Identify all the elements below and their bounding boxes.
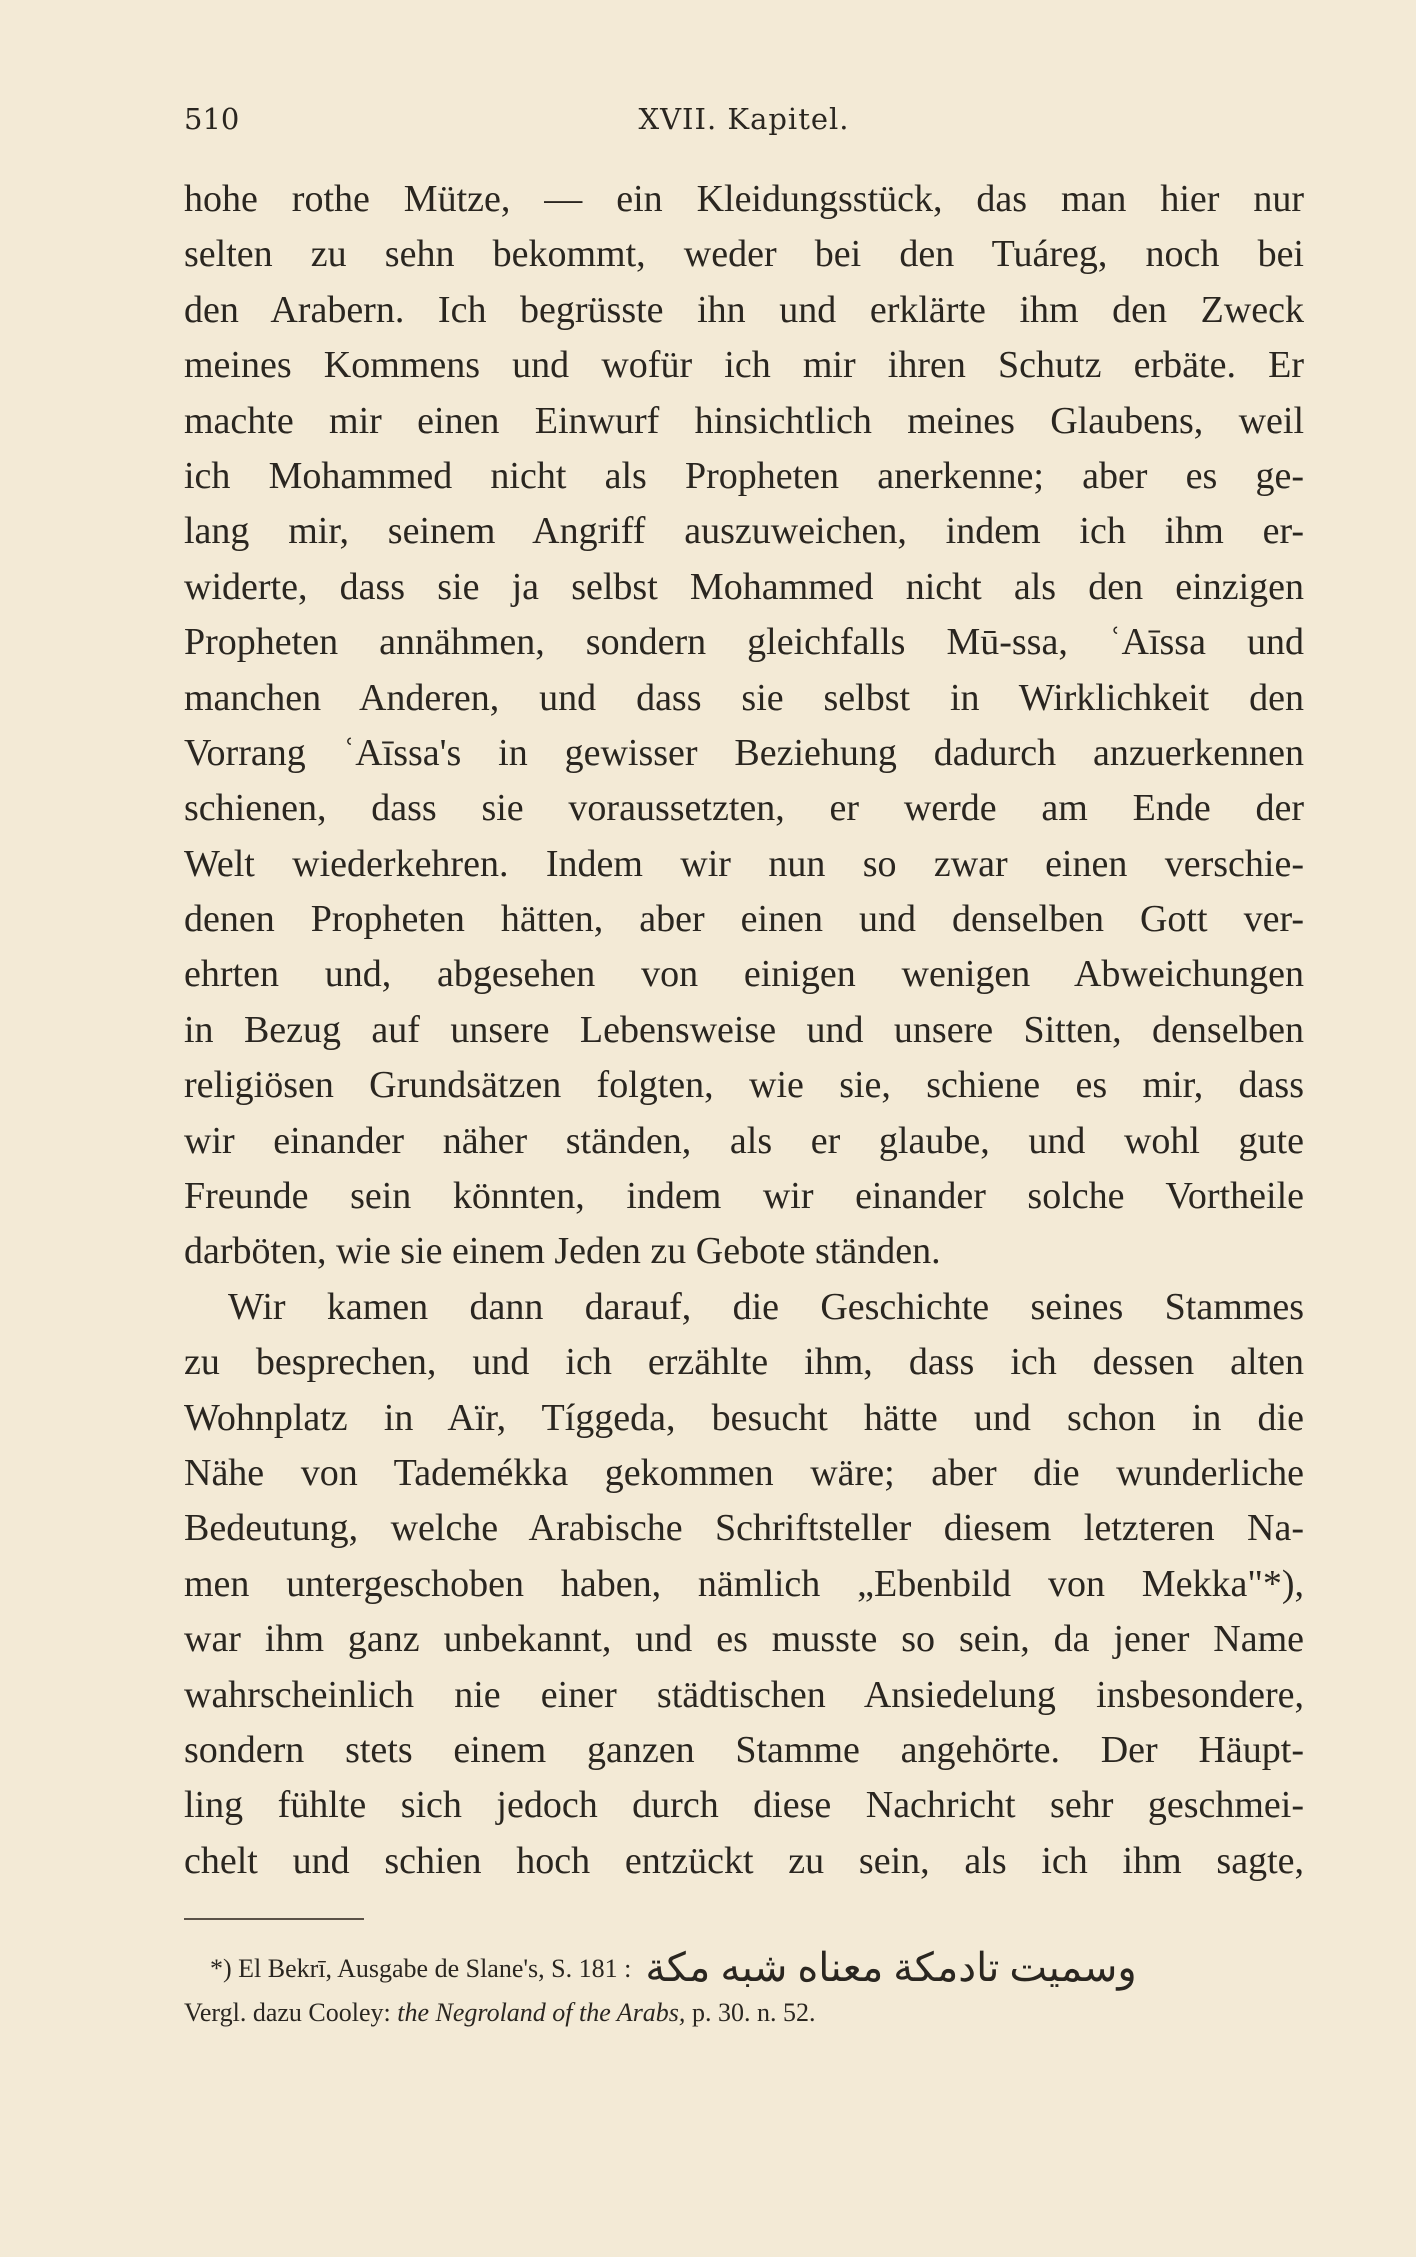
footnote-arabic-quote: وسميت تادمكة معناه شبه مكة — [645, 1945, 1137, 1990]
text-line: hohe rothe Mütze, — ein Kleidungsstück, das man hier nur — [184, 178, 1304, 220]
text-line: sondern stets einem ganzen Stamme angehörte. Der Häupt- — [184, 1728, 1304, 1771]
text-line: Wir kamen dann darauf, die Geschichte seines Stammes — [228, 1285, 1304, 1328]
text-line: zu besprechen, und ich erzählte ihm, dass ich dessen alten — [184, 1341, 1304, 1384]
text-line: den Arabern. Ich begrüsste ihn und erklärte ihm den Zweck — [184, 288, 1304, 331]
page-header — [184, 102, 1304, 142]
footnote-book-title: the Negroland of the Arabs, — [397, 1998, 686, 2027]
running-title: XVII. Kapitel. — [638, 102, 850, 136]
text-line: Freunde sein könnten, indem wir einander solche Vortheile — [184, 1175, 1304, 1218]
text-line: Nähe von Tademékka gekommen wäre; aber die wunderliche — [184, 1451, 1304, 1494]
main-text — [184, 172, 1304, 1889]
text-line: Propheten annähmen, sondern gleichfalls Mū-ssa, ʿAīssa und — [184, 621, 1304, 664]
text-line: denen Propheten hätten, aber einen und denselben Gott ver- — [184, 898, 1304, 941]
text-line: Welt wiederkehren. Indem wir nun so zwar einen verschie- — [184, 842, 1304, 885]
page-number: 510 — [184, 102, 240, 136]
text-line: war ihm ganz unbekannt, und es musste so sein, da jener Name — [184, 1618, 1304, 1661]
footnote-line-1 — [184, 1946, 1304, 1991]
text-line: selten zu sehn bekommt, weder bei den Tuáreg, noch bei — [184, 233, 1304, 276]
footnote-reference-prefix: Vergl. dazu Cooley: — [184, 1998, 398, 2027]
text-line: lang mir, seinem Angriff auszuweichen, indem ich ihm er- — [184, 510, 1304, 553]
text-line: widerte, dass sie ja selbst Mohammed nicht als den einzigen — [184, 565, 1304, 608]
text-line: darböten, wie sie einem Jeden zu Gebote ständen. — [184, 1230, 941, 1273]
text-line: Bedeutung, welche Arabische Schriftsteller diesem letzteren Na- — [184, 1507, 1304, 1550]
text-line: men untergeschoben haben, nämlich „Ebenbild von Mekka"*), — [184, 1562, 1304, 1605]
text-line: ehrten und, abgesehen von einigen wenigen Abweichungen — [184, 953, 1304, 996]
text-line: schienen, dass sie voraussetzten, er werde am Ende der — [184, 787, 1304, 830]
text-line: religiösen Grundsätzen folgten, wie sie, schiene es mir, dass — [184, 1064, 1304, 1107]
text-line: ich Mohammed nicht als Propheten anerkenne; aber es ge- — [184, 454, 1304, 497]
footnote-reference-suffix: p. 30. n. 52. — [685, 1998, 816, 2027]
text-line: Wohnplatz in Aïr, Tíggeda, besucht hätte und schon in die — [184, 1396, 1304, 1439]
text-line: machte mir einen Einwurf hinsichtlich meines Glaubens, weil — [184, 399, 1304, 442]
text-line: Vorrang ʿAīssa's in gewisser Beziehung dadurch anzuerkennen — [184, 731, 1304, 774]
text-line: ling fühlte sich jedoch durch diese Nachricht sehr geschmei- — [184, 1784, 1304, 1827]
footnote — [184, 1946, 1304, 2035]
text-line: chelt und schien hoch entzückt zu sein, als ich ihm sagte, — [184, 1839, 1304, 1882]
text-line: meines Kommens und wofür ich mir ihren Schutz erbäte. Er — [184, 344, 1304, 387]
text-line: in Bezug auf unsere Lebensweise und unsere Sitten, denselben — [184, 1008, 1304, 1051]
footnote-divider — [184, 1918, 364, 1920]
text-line: manchen Anderen, und dass sie selbst in Wirklichkeit den — [184, 676, 1304, 719]
footnote-line-2 — [184, 1991, 1304, 2035]
text-line: wahrscheinlich nie einer städtischen Ansiedelung insbesondere, — [184, 1673, 1304, 1716]
text-line: wir einander näher ständen, als er glaube, und wohl gute — [184, 1119, 1304, 1162]
footnote-citation: *) El Bekrī, Ausgabe de Slane's, S. 181 : — [210, 1954, 632, 1983]
